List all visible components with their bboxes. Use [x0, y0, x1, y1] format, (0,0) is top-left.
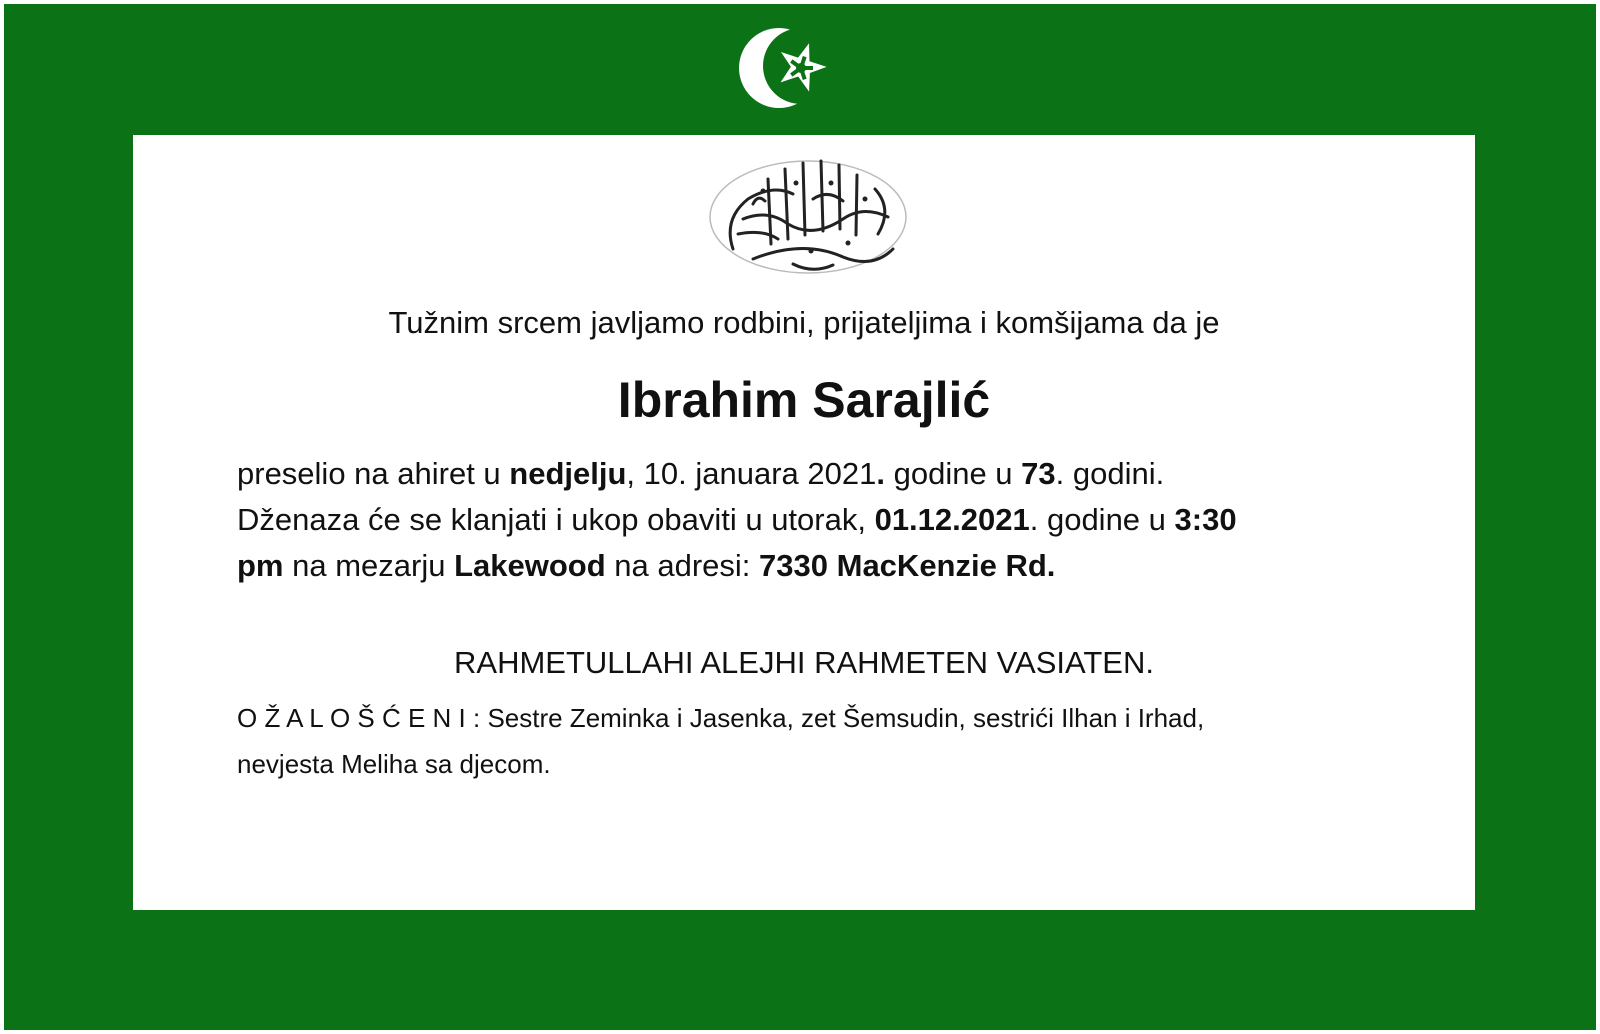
- deceased-name: Ibrahim Sarajlić: [617, 372, 991, 428]
- body-line-1: preselio na ahiret u nedjelju, 10. januara 2021. godine u 73. godini.: [237, 456, 1165, 491]
- body-line-3: pm na mezarju Lakewood na adresi: 7330 MacKenzie Rd.: [237, 548, 1056, 583]
- mourners-list: [237, 695, 1377, 787]
- mourners-line-2: nevjesta Meliha sa djecom.: [237, 749, 551, 779]
- announcement-body: [237, 451, 1377, 589]
- notice-panel: [133, 135, 1475, 910]
- body-line-2: Dženaza će se klanjati i ukop obaviti u utorak, 01.12.2021. godine u 3:30: [237, 502, 1237, 537]
- intro-text: Tužnim srcem javljamo rodbini, prijateljima i komšijama da je: [388, 305, 1220, 340]
- prayer-text: RAHMETULLAHI ALEJHI RAHMETEN VASIATEN.: [454, 645, 1154, 680]
- green-frame: [4, 4, 1596, 1030]
- crescent-star-icon: [739, 16, 859, 121]
- arabic-calligraphy-icon: [693, 139, 923, 289]
- mourners-line-1: O Ž A L O Š Ć E N I : Sestre Zeminka i Jasenka, zet Šemsudin, sestrići Ilhan i Irhad,: [237, 703, 1205, 733]
